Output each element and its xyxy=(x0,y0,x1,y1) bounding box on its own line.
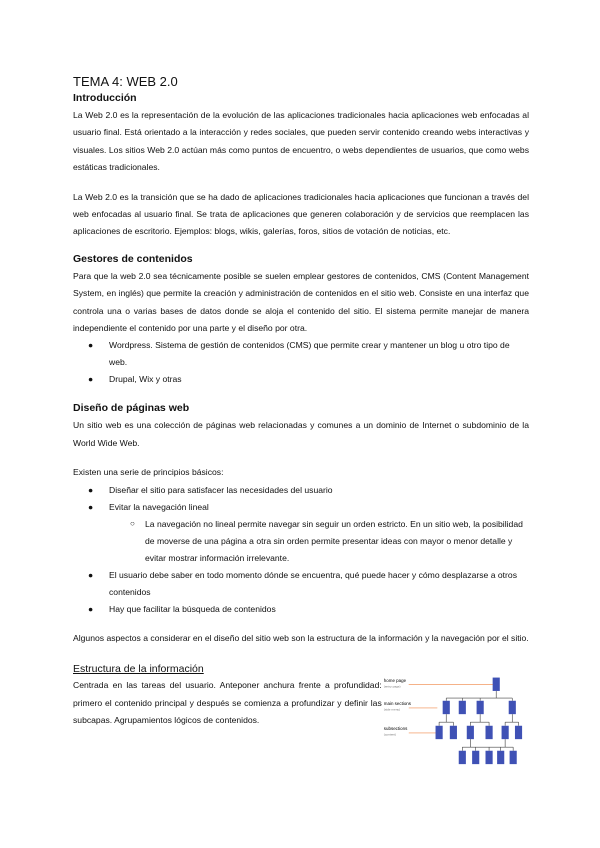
diagram-label-home: home page xyxy=(383,678,406,684)
estructura-section xyxy=(73,663,529,797)
document-page xyxy=(73,74,529,797)
gestores-list xyxy=(73,337,529,388)
list-item: ● Hay que facilitar la búsqueda de contenidos xyxy=(73,601,529,618)
node-box-leaf xyxy=(485,751,492,764)
intro-heading: Introducción xyxy=(73,92,137,104)
intro-paragraph-2: La Web 2.0 es la transición que se ha dado de aplicaciones tradicionales hacia aplicaciones que funcionan a través del web enfocadas al usuario final. Se trata de aplicaciones que generen colaboración y de servicios que reemplacen las aplicaciones de escritorio. Ejemplos: blogs, wikis, galerías, foros, sitios de votación de noticias, etc. xyxy=(73,191,529,237)
node-box-leaf xyxy=(509,751,516,764)
diseno-paragraph-2: Algunos aspectos a considerar en el diseño del sitio web son la estructura de la información y la navegación por el sitio. xyxy=(73,632,529,643)
node-box-sub xyxy=(435,726,442,739)
bullet-icon: ● xyxy=(88,603,94,614)
node-box-main xyxy=(508,701,515,714)
estructura-paragraph: Centrada en las tareas del usuario. Anteponer anchura frente a profundidad: primero el contenido principal y después se comienza a profundizar y definir las subcapas. Agrupamientos lógicos de contenidos. xyxy=(73,680,382,726)
node-box-main xyxy=(476,701,483,714)
bullet-icon: ● xyxy=(88,569,94,580)
diagram-label-sub: subsections xyxy=(383,726,408,732)
node-box-sub xyxy=(501,726,508,739)
sub-list-item: ○ La navegación no lineal permite navegar sin seguir un orden estricto. En un sitio web, la posibilidad de moverse de una página a otra sin orden permite presentar ideas con mayor o menor detalle y evitar mostrar información irrelevante. xyxy=(73,516,529,567)
node-box-home xyxy=(492,678,499,691)
estructura-heading: Estructura de la información xyxy=(73,663,204,676)
bullet-icon: ● xyxy=(88,501,94,512)
hollow-bullet-icon: ○ xyxy=(130,518,135,528)
bullet-icon: ● xyxy=(88,340,94,351)
bullet-icon: ● xyxy=(88,484,94,495)
page-title: TEMA 4: WEB 2.0 xyxy=(73,74,178,89)
list-item: ● Evitar la navegación lineal xyxy=(73,499,529,516)
gestores-heading: Gestores de contenidos xyxy=(73,252,193,265)
list-item: ● Wordpress. Sistema de gestión de contenidos (CMS) que permite crear y mantener un blog u otro tipo de web. xyxy=(73,337,529,371)
gestores-paragraph: Para que la web 2.0 sea técnicamente posible se suelen emplear gestores de contenidos, CMS (Content Management System, en inglés) que permite la creación y administración de contenidos en el sitio web. Consiste en una interfaz que controla una o varias bases de datos donde se aloja el contenido del sitio. El sistema permite manejar de manera independiente el contenido por una parte y el diseño por otra. xyxy=(73,270,529,334)
diagram-label-main: main sections xyxy=(383,701,411,707)
node-box-main xyxy=(442,701,449,714)
node-box-leaf xyxy=(472,751,479,764)
node-box-sub xyxy=(450,726,457,739)
node-box-main xyxy=(459,701,466,714)
diagram-sublabel-home: (entry page) xyxy=(383,684,401,689)
bullet-icon: ● xyxy=(88,374,94,385)
site-structure-diagram xyxy=(382,667,529,797)
estructura-text xyxy=(73,663,382,797)
diseno-heading: Diseño de páginas web xyxy=(73,402,190,415)
node-box-leaf xyxy=(497,751,504,764)
node-box-sub xyxy=(485,726,492,739)
node-box-sub xyxy=(515,726,522,739)
diagram-sublabel-sub: (content) xyxy=(383,732,396,737)
principles-intro: Existen una serie de principios básicos: xyxy=(73,467,224,478)
list-item: ● El usuario debe saber en todo momento dónde se encuentra, qué puede hacer y cómo desplazarse a otros contenidos xyxy=(73,567,529,601)
intro-paragraph-1: La Web 2.0 es la representación de la evolución de las aplicaciones tradicionales hacia aplicaciones web enfocadas al usuario final. Está orientado a la interacción y redes sociales, que pueden servir contenido creando webs interactivas y visuales. Los sitios Web 2.0 actúan más como puntos de encuentro, o webs dependientes de usuarios, que como webs estáticas tradicionales. xyxy=(73,110,529,173)
list-item: ● Diseñar el sitio para satisfacer las necesidades del usuario xyxy=(73,482,529,499)
diagram-sublabel-main: (side menu) xyxy=(383,707,400,712)
principles-list xyxy=(73,482,529,618)
node-box-sub xyxy=(467,726,474,739)
diseno-paragraph-1: Un sitio web es una colección de páginas web relacionadas y comunes a un dominio de Internet o subdominio de la World Wide Web. xyxy=(73,420,529,448)
list-item: ● Drupal, Wix y otras xyxy=(73,371,529,388)
node-box-leaf xyxy=(459,751,466,764)
